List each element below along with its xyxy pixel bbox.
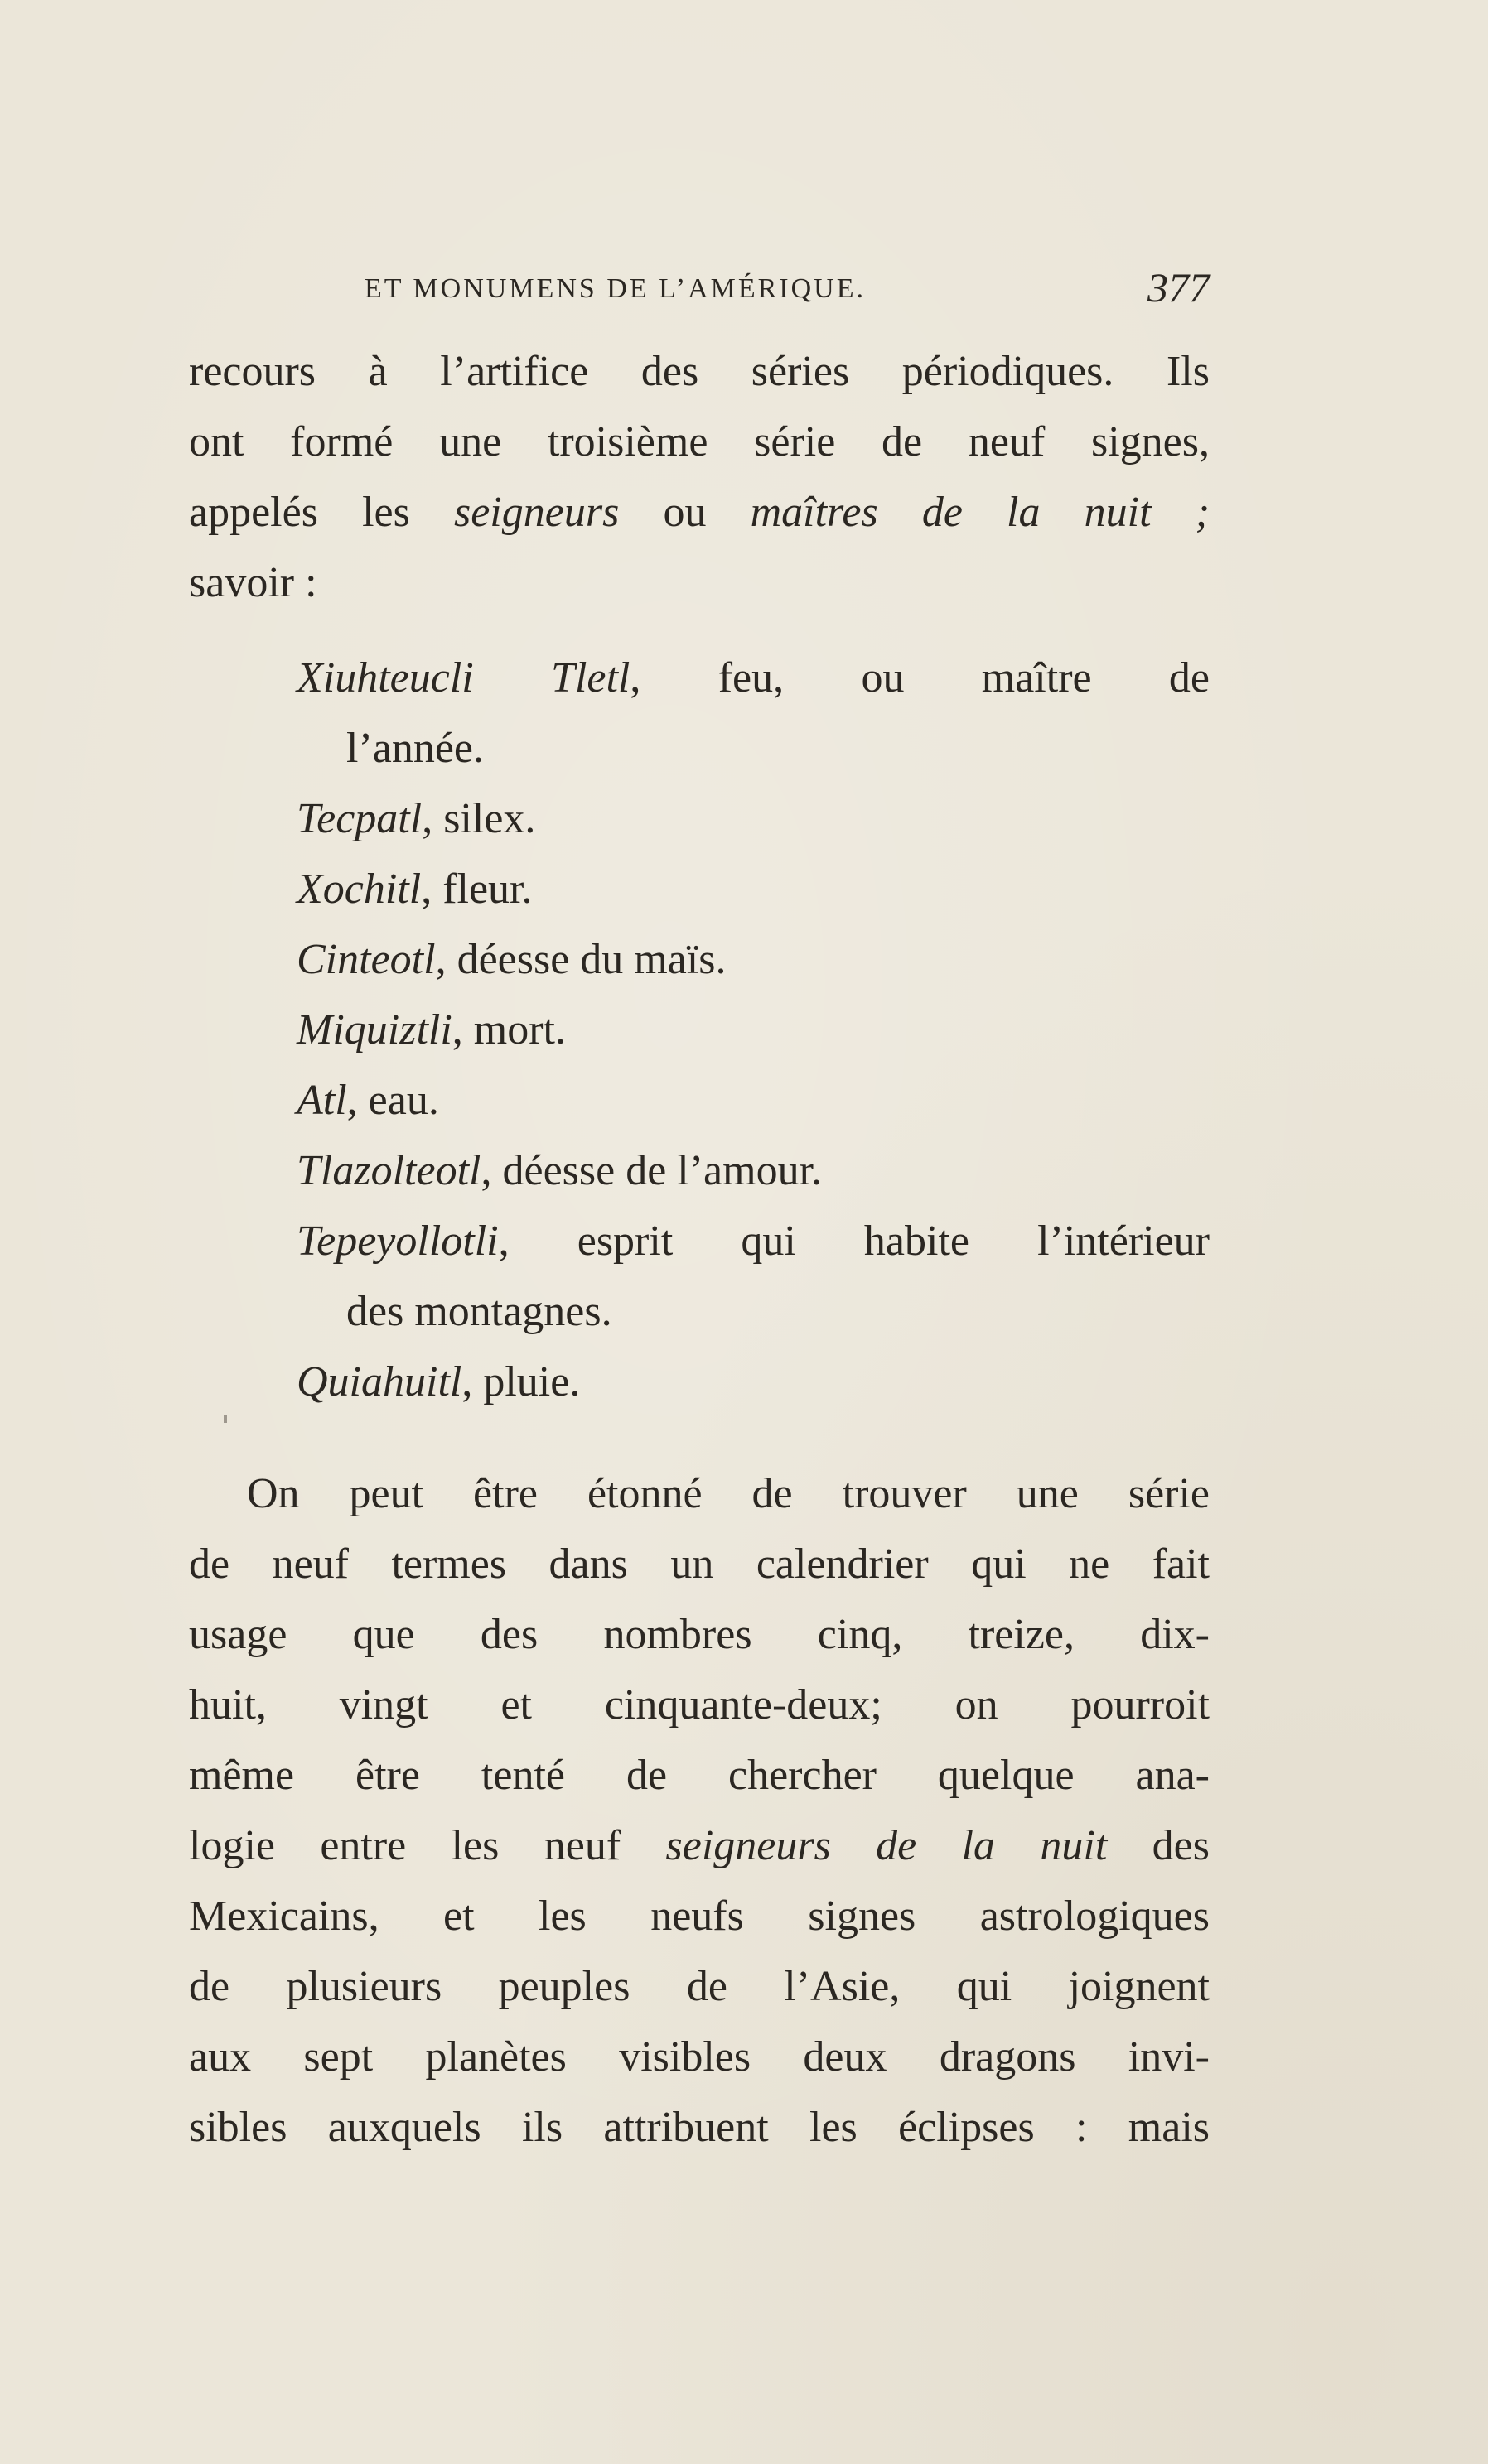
text-line: de neuf termes dans un calendrier qui ne fait <box>189 1541 1210 1588</box>
list-term: Atl <box>297 1077 347 1124</box>
text-block <box>189 336 1210 2163</box>
spacer <box>189 1417 1210 1459</box>
list-item: Tlazolteotl, déesse de l’amour. <box>297 1147 823 1194</box>
text-line: de plusieurs peuples de l’Asie, qui joignent <box>189 1963 1210 2010</box>
text-line: aux sept planètes visibles deux dragons invi- <box>189 2033 1210 2081</box>
spacer <box>189 618 1210 643</box>
text-line: logie entre les neuf seigneurs de la nuit des <box>189 1822 1210 1869</box>
text-line: appelés les seigneurs ou maîtres de la nuit ; <box>189 489 1210 536</box>
italic-term: maîtres de la nuit ; <box>750 489 1210 536</box>
text-line: ont formé une troisième série de neuf signes, <box>189 418 1210 465</box>
text-line: On peut être étonné de trouver une série <box>247 1470 1210 1517</box>
lords-list <box>189 643 1210 1417</box>
text-line: savoir : <box>189 559 317 606</box>
list-term: Tecpatl <box>297 795 423 842</box>
list-term: Xochitl <box>297 866 422 913</box>
running-head: ET MONUMENS DE L’AMÉRIQUE. <box>365 273 866 304</box>
list-term: Tepeyollotli <box>297 1218 499 1265</box>
list-term: Xiuhteucli Tletl <box>297 654 630 702</box>
list-item: Xiuhteucli Tletl, feu, ou maître de <box>297 654 1210 702</box>
list-item: Tecpatl, silex. <box>297 795 536 842</box>
italic-term: seigneurs <box>453 489 620 536</box>
list-item-continuation: des montagnes. <box>346 1288 612 1335</box>
list-item: Tepeyollotli, esprit qui habite l’intérieur <box>297 1218 1210 1265</box>
list-item-continuation: l’année. <box>346 725 485 772</box>
paragraph <box>189 1459 1210 2163</box>
page-number: 377 <box>1147 264 1210 311</box>
list-term: Cinteotl <box>297 936 436 983</box>
text-line: usage que des nombres cinq, treize, dix- <box>189 1611 1210 1658</box>
text-line: huit, vingt et cinquante-deux; on pourroit <box>189 1681 1210 1729</box>
text-line: sibles auxquels ils attribuent les éclipses : mais <box>189 2104 1210 2151</box>
list-item: Miquiztli, mort. <box>297 1006 567 1054</box>
list-term: Quiahuitl <box>297 1358 462 1406</box>
margin-mark <box>224 1415 227 1423</box>
list-term: Tlazolteotl <box>297 1147 481 1194</box>
list-term: Miquiztli <box>297 1006 452 1054</box>
list-item: Atl, eau. <box>297 1077 439 1124</box>
page-header <box>365 263 1210 313</box>
list-item: Quiahuitl, pluie. <box>297 1358 581 1406</box>
italic-term: seigneurs de la nuit <box>665 1822 1108 1869</box>
text-line: même être tenté de chercher quelque ana- <box>189 1752 1210 1799</box>
text-line: recours à l’artifice des séries périodiques. Ils <box>189 348 1210 395</box>
list-item: Cinteotl, déesse du maïs. <box>297 936 727 983</box>
list-item: Xochitl, fleur. <box>297 866 533 913</box>
text-line: Mexicains, et les neufs signes astrologiques <box>189 1893 1210 1940</box>
